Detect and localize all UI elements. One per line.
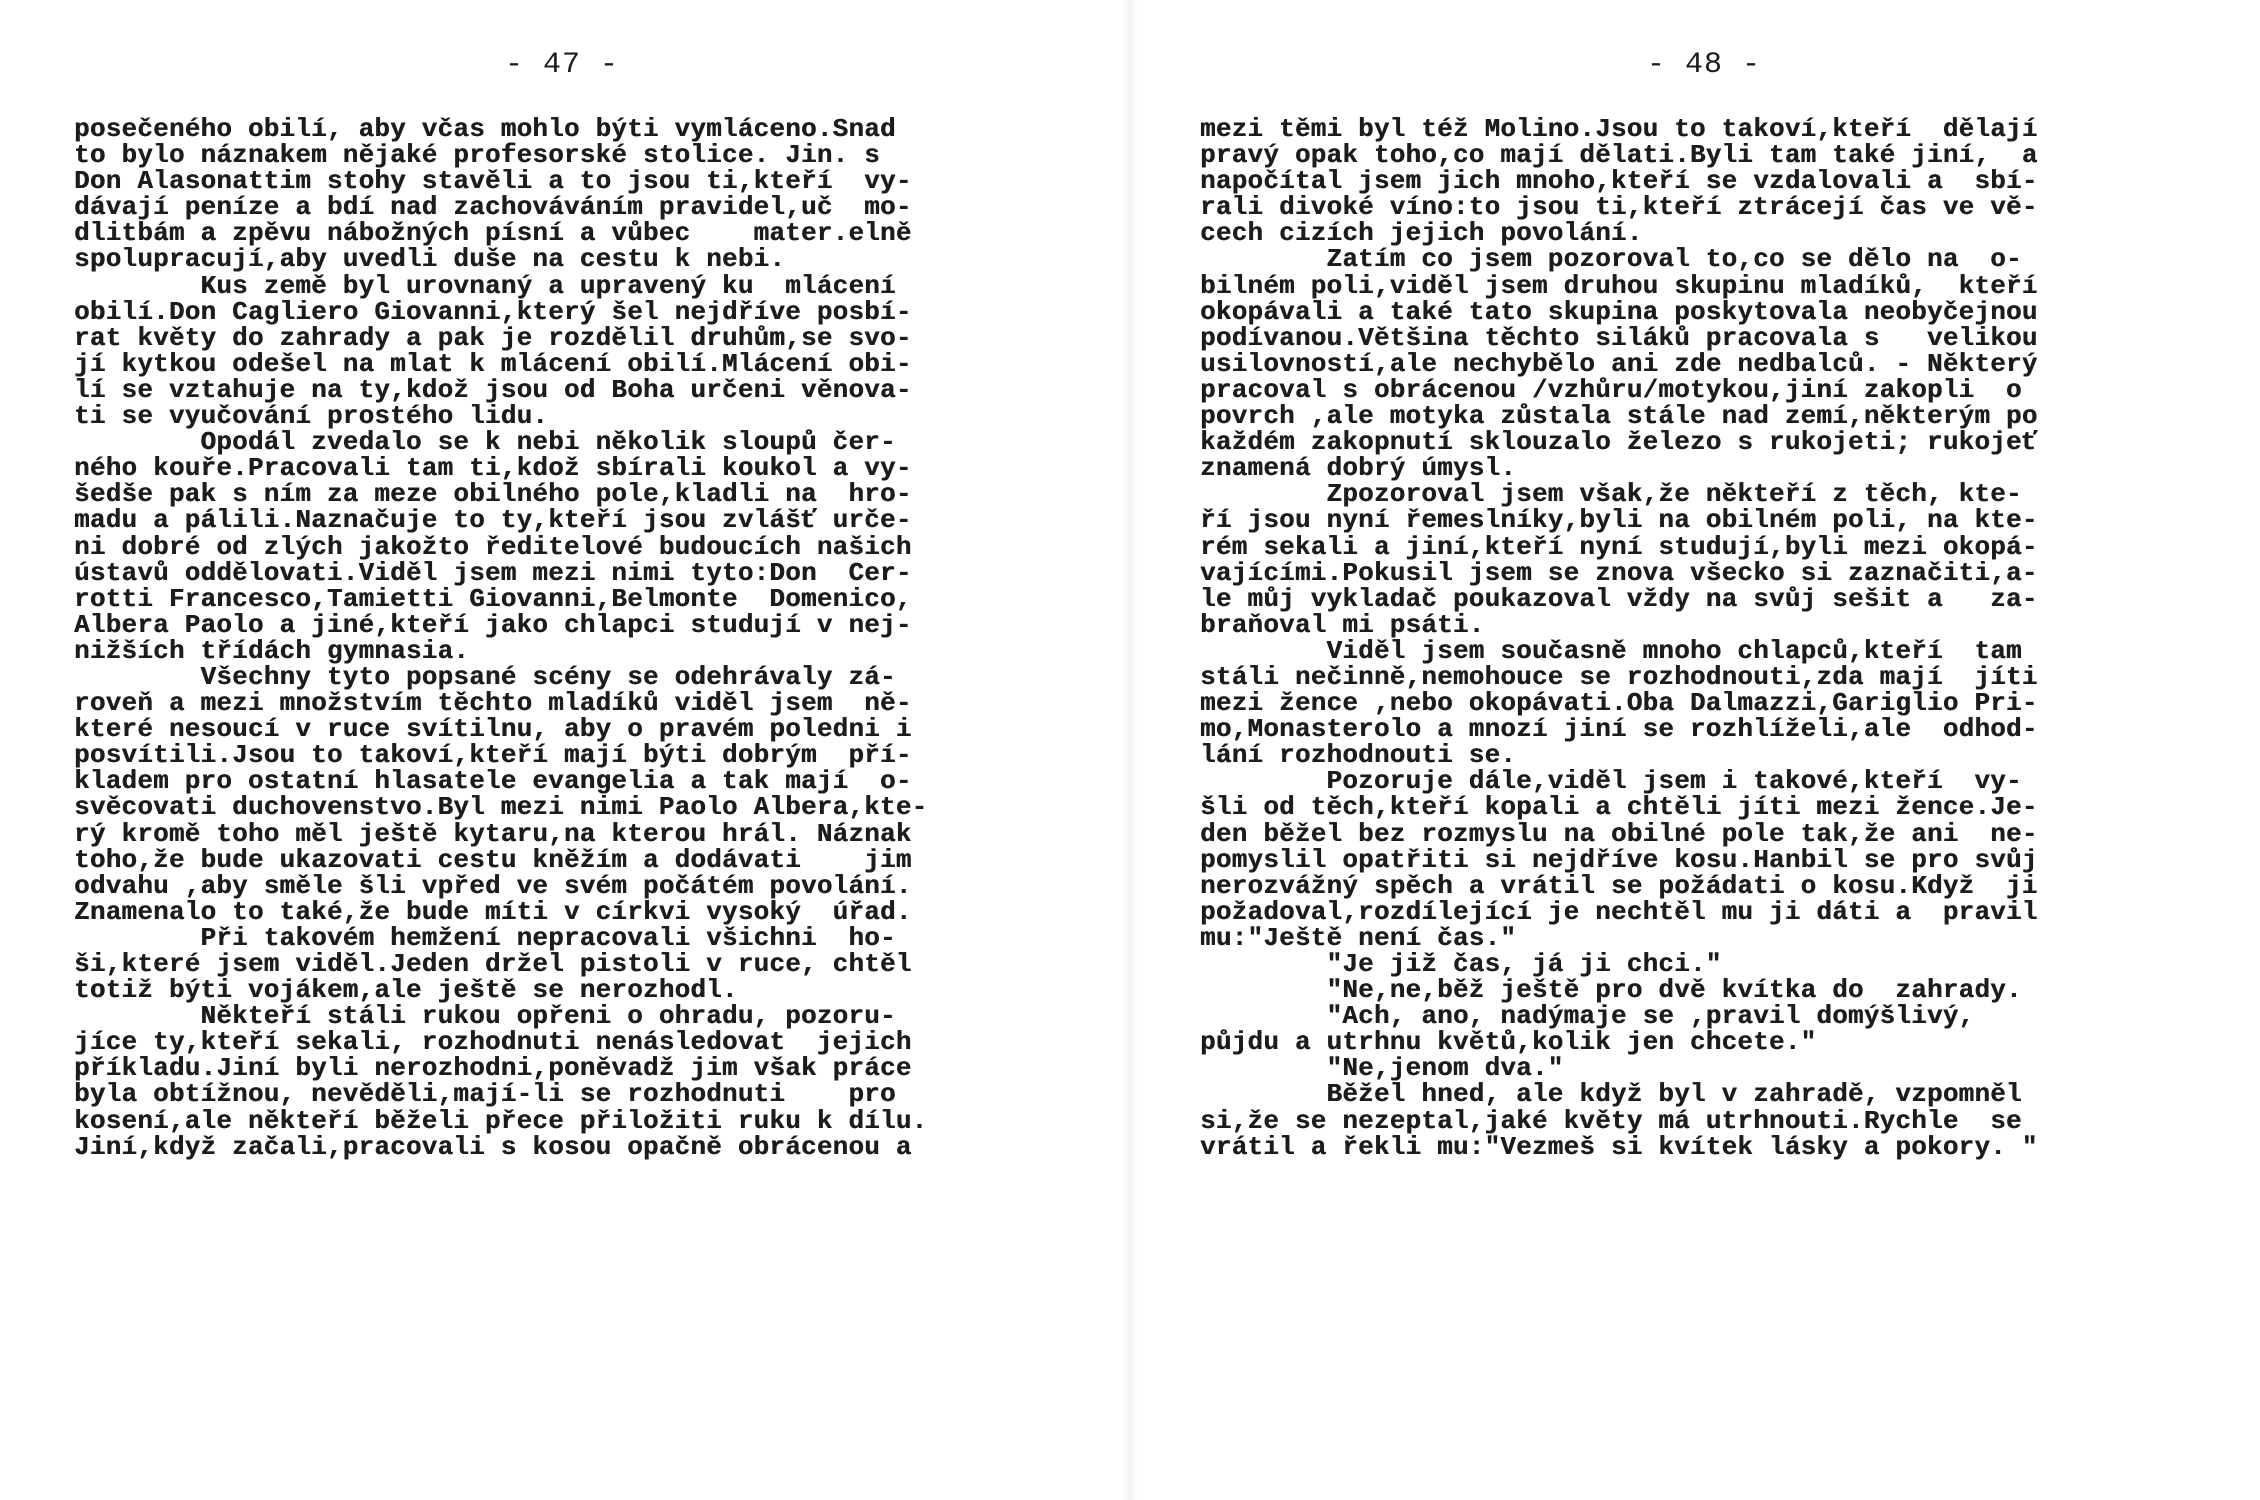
text-line: lání rozhodnouti se. xyxy=(1200,740,1517,771)
text-line: Znamenalo to také,že bude míti v církvi vysoký úřad. xyxy=(74,896,912,927)
text-line: posečeného obilí, aby včas mohlo býti vymláceno.Snad xyxy=(74,114,896,144)
text-line: totiž býti vojákem,ale ještě se nerozhodl. xyxy=(74,975,738,1006)
text-line: rotti Francesco,Tamietti Giovanni,Belmonte Domenico, xyxy=(74,583,912,614)
text-line: si,že se nezeptal,jaké květy má utrhnouti.Rychle se xyxy=(1200,1105,2022,1136)
text-line: dávají peníze a bdí nad zachováváním pravidel,uč mo- xyxy=(74,192,912,223)
text-line: spolupracují,aby uvedli duše na cestu k nebi. xyxy=(74,244,786,275)
text-line: příkladu.Jiní byli nerozhodni,poněvadž jim však práce xyxy=(74,1053,912,1084)
text-line: ši,které jsem viděl.Jeden držel pistoli v ruce, chtěl xyxy=(74,949,912,979)
text-line: kladem pro ostatní hlasatele evangelia a tak mají o- xyxy=(74,766,912,797)
text-line: braňoval mi psáti. xyxy=(1200,609,1485,640)
text-line: rém sekali a jiní,kteří nyní studují,byli mezi okopá- xyxy=(1200,531,2038,562)
text-line: požadoval,rozdílející je nechtěl mu ji dáti a pravil xyxy=(1200,896,2038,927)
text-line: pomyslil opatřiti si nejdříve kosu.Hanbil se pro svůj xyxy=(1200,844,2038,875)
text-line: toho,že bude ukazovati cestu kněžím a dodávati jim xyxy=(74,844,912,875)
text-line: mu:"Ještě není čas." xyxy=(1200,922,1517,953)
text-line: ného kouře.Pracovali tam ti,kdož sbírali koukol a vy- xyxy=(74,453,912,484)
text-line: "Ne,jenom dva." xyxy=(1200,1053,1564,1084)
text-line: obilí.Don Cagliero Giovanni,který šel nejdříve posbí- xyxy=(74,296,912,327)
text-line: Kus země byl urovnaný a upravený ku mlácení xyxy=(74,270,896,301)
text-line: dlitbám a zpěvu nábožných písní a vůbec mater.elně xyxy=(74,218,912,249)
text-line: Pozoruje dále,viděl jsem i takové,kteří vy- xyxy=(1200,766,2022,797)
text-line: Běžel hned, ale když byl v zahradě, vzpomněl xyxy=(1200,1079,2022,1110)
text-line: to bylo náznakem nějaké profesorské stolice. Jin. s xyxy=(74,140,880,171)
text-line: znamená dobrý úmysl. xyxy=(1200,453,1517,484)
text-line: pravý opak toho,co mají dělati.Byli tam také jiní, a xyxy=(1200,140,2038,171)
text-line: lí se vztahuje na ty,kdož jsou od Boha určeni věnova- xyxy=(74,374,912,405)
page-number: - 47 - xyxy=(505,48,620,82)
text-line: nerozvážný spěch a vrátil se požádati o kosu.Když ji xyxy=(1200,870,2038,901)
text-line: ústavů oddělovati.Viděl jsem mezi nimi tyto:Don Cer- xyxy=(74,557,912,588)
text-line: odvahu ,aby směle šli vpřed ve svém počátém povolání. xyxy=(74,870,912,901)
text-line: usilovností,ale nechybělo ani zde nedbalců. - Některý xyxy=(1200,348,2038,379)
text-line: "Ne,ne,běž ještě pro dvě kvítka do zahrady. xyxy=(1200,975,2022,1006)
text-line: napočítal jsem jich mnoho,kteří se vzdalovali a sbí- xyxy=(1200,166,2038,197)
text-line: bilném poli,viděl jsem druhou skupinu mladíků, kteří xyxy=(1200,270,2038,301)
text-line: posvítili.Jsou to takoví,kteří mají býti dobrým pří- xyxy=(74,740,912,771)
text-line: okopávali a také tato skupina poskytovala neobyčejnou xyxy=(1200,296,2038,327)
text-line: stáli nečinně,nemohouce se rozhodnouti,zda mají jíti xyxy=(1200,661,2038,692)
text-line: šedše pak s ním za meze obilného pole,kladli na hro- xyxy=(74,479,912,510)
text-line: madu a pálili.Naznačuje to ty,kteří jsou zvlášť urče- xyxy=(74,505,912,536)
text-line: "Ach, ano, nadýmaje se ,pravil domýšlivý, xyxy=(1200,1001,1975,1032)
text-line: nižších třídách gymnasia. xyxy=(74,635,470,666)
right-page xyxy=(1130,0,2260,1500)
text-line: Viděl jsem současně mnoho chlapců,kteří tam xyxy=(1200,635,2022,666)
text-line: povrch ,ale motyka zůstala stále nad zemí,některým po xyxy=(1200,401,2038,432)
text-line: pracoval s obrácenou /vzhůru/motykou,jiní zakopli o xyxy=(1200,374,2022,405)
text-line: Zatím co jsem pozoroval to,co se dělo na o- xyxy=(1200,244,2022,275)
text-line: Opodál zvedalo se k nebi několik sloupů čer- xyxy=(74,427,896,458)
text-line: podívanou.Většina těchto siláků pracovala s velikou xyxy=(1200,322,2038,353)
text-line: Don Alasonattim stohy stavěli a to jsou ti,kteří vy- xyxy=(74,166,912,197)
text-line: každém zakopnutí sklouzalo železo s rukojeti; rukojeť xyxy=(1200,427,2038,458)
text-line: vajícími.Pokusil jsem se znova všecko si zaznačiti,a- xyxy=(1200,557,2038,588)
text-line: "Je již čas, já ji chci." xyxy=(1200,949,1722,979)
text-line: které nesoucí v ruce svítilnu, aby o pravém poledni i xyxy=(74,714,912,745)
text-line: rý kromě toho měl ještě kytaru,na kterou hrál. Náznak xyxy=(74,818,912,849)
text-line: rali divoké víno:to jsou ti,kteří ztrácejí čas ve vě- xyxy=(1200,192,2038,223)
text-line: le můj vykladač poukazoval vždy na svůj sešit a za- xyxy=(1200,583,2038,614)
text-line: svěcovati duchovenstvo.Byl mezi nimi Paolo Albera,kte- xyxy=(74,792,928,823)
text-line: jíce ty,kteří sekali, rozhodnuti nenásledovat jejich xyxy=(74,1027,912,1058)
page-number: - 48 - xyxy=(1647,48,1762,82)
text-line: ni dobré od zlých jakožto ředitelové budoucích našich xyxy=(74,531,912,562)
text-line: rat květy do zahrady a pak je rozdělil druhům,se svo- xyxy=(74,322,912,353)
text-line: jí kytkou odešel na mlat k mlácení obilí.Mlácení obi- xyxy=(74,348,912,379)
text-line: vrátil a řekli mu:"Vezmeš si kvítek lásky a pokory. " xyxy=(1200,1131,2038,1162)
text-line: Všechny tyto popsané scény se odehrávaly zá- xyxy=(74,661,896,692)
text-line: ří jsou nyní řemeslníky,byli na obilném poli, na kte- xyxy=(1200,505,2038,536)
text-line: mezi těmi byl též Molino.Jsou to takoví,kteří dělají xyxy=(1200,114,2038,144)
text-line: roveň a mezi množstvím těchto mladíků viděl jsem ně- xyxy=(74,688,912,719)
text-line: byla obtížnou, nevěděli,mají-li se rozhodnuti pro xyxy=(74,1079,896,1110)
text-line: Albera Paolo a jiné,kteří jako chlapci studují v nej- xyxy=(74,609,912,640)
text-line: kosení,ale někteří běželi přece přiložiti ruku k dílu. xyxy=(74,1105,928,1136)
text-line: Někteří stáli rukou opřeni o ohradu, pozoru- xyxy=(74,1001,896,1032)
text-line: Zpozoroval jsem však,že někteří z těch, kte- xyxy=(1200,479,2022,510)
text-line: Jiní,když začali,pracovali s kosou opačně obrácenou a xyxy=(74,1131,912,1162)
text-line: šli od těch,kteří kopali a chtěli jíti mezi žence.Je- xyxy=(1200,792,2038,823)
text-line: den běžel bez rozmyslu na obilné pole tak,že ani ne- xyxy=(1200,818,2038,849)
text-line: mezi žence ,nebo okopávati.Oba Dalmazzi,Gariglio Pri- xyxy=(1200,688,2038,719)
text-line: Při takovém hemžení nepracovali všichni ho- xyxy=(74,922,896,953)
text-line: cech cizích jejich povolání. xyxy=(1200,218,1643,249)
page-body-text xyxy=(1200,116,2210,1160)
text-line: mo,Monasterolo a mnozí jiní se rozhlíželi,ale odhod- xyxy=(1200,714,2038,745)
text-line: půjdu a utrhnu květů,kolik jen chcete." xyxy=(1200,1027,1817,1058)
text-line: ti se vyučování prostého lidu. xyxy=(74,401,549,432)
page-body-text xyxy=(74,116,1074,1160)
